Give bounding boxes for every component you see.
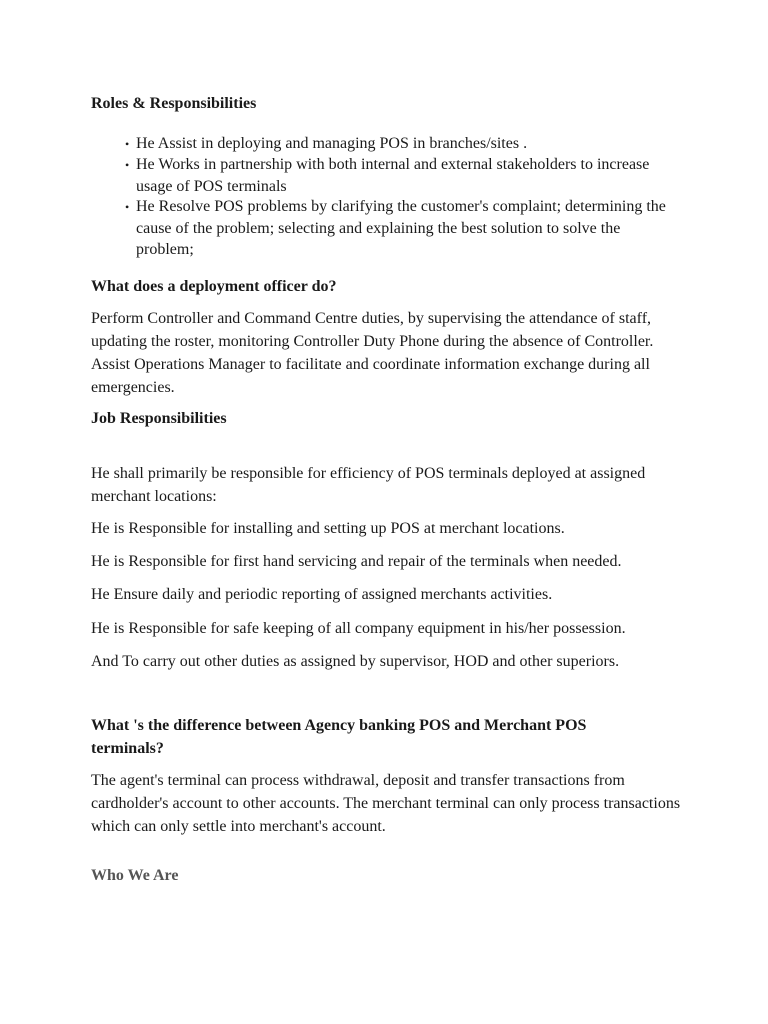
job-paragraph-4: He Ensure daily and periodic reporting of assigned merchants activities. (91, 586, 553, 603)
job-paragraph-1: He shall primarily be responsible for efficiency of POS terminals deployed at assigned merchant locations: (91, 465, 646, 505)
bullet-text: He Works in partnership with both internal and external stakeholders to increase usage of POS terminals (136, 156, 650, 195)
bullet-icon: • (125, 158, 130, 172)
difference-paragraph: The agent's terminal can process withdrawal, deposit and transfer transactions from cardholder's account to other accounts. The merchant terminal can only process transactions which can only settle into merchant's account. (91, 772, 681, 835)
job-paragraph-2: He is Responsible for installing and setting up POS at merchant locations. (91, 520, 565, 537)
deployment-heading: What does a deployment officer do? (91, 278, 337, 295)
job-paragraph-6: And To carry out other duties as assigned by supervisor, HOD and other superiors. (91, 653, 620, 670)
job-paragraph-5: He is Responsible for safe keeping of all company equipment in his/her possession. (91, 620, 626, 637)
roles-bullet-2 (125, 154, 656, 197)
roles-heading: Roles & Responsibilities (91, 95, 257, 112)
bullet-text: He Resolve POS problems by clarifying the customer's complaint; determining the cause of the problem; selecting and explaining the best solution to solve the problem; (136, 198, 666, 258)
difference-heading: What 's the difference between Agency banking POS and Merchant POS terminals? (91, 717, 587, 757)
bullet-icon: • (125, 137, 130, 151)
who-we-are-heading: Who We Are (91, 867, 179, 884)
roles-bullet-3 (125, 196, 676, 260)
bullet-icon: • (125, 200, 130, 214)
bullet-text: He Assist in deploying and managing POS in branches/sites . (136, 135, 528, 152)
deployment-paragraph: Perform Controller and Command Centre duties, by supervising the attendance of staff, updating the roster, monitoring Controller Duty Phone during the absence of Controller. Assist Operations Manager to facilitate and coordinate information exchange during all emergencies. (91, 310, 654, 396)
roles-bullet-1 (125, 133, 696, 155)
job-paragraph-3: He is Responsible for first hand servicing and repair of the terminals when needed. (91, 553, 622, 570)
job-heading: Job Responsibilities (91, 410, 227, 427)
